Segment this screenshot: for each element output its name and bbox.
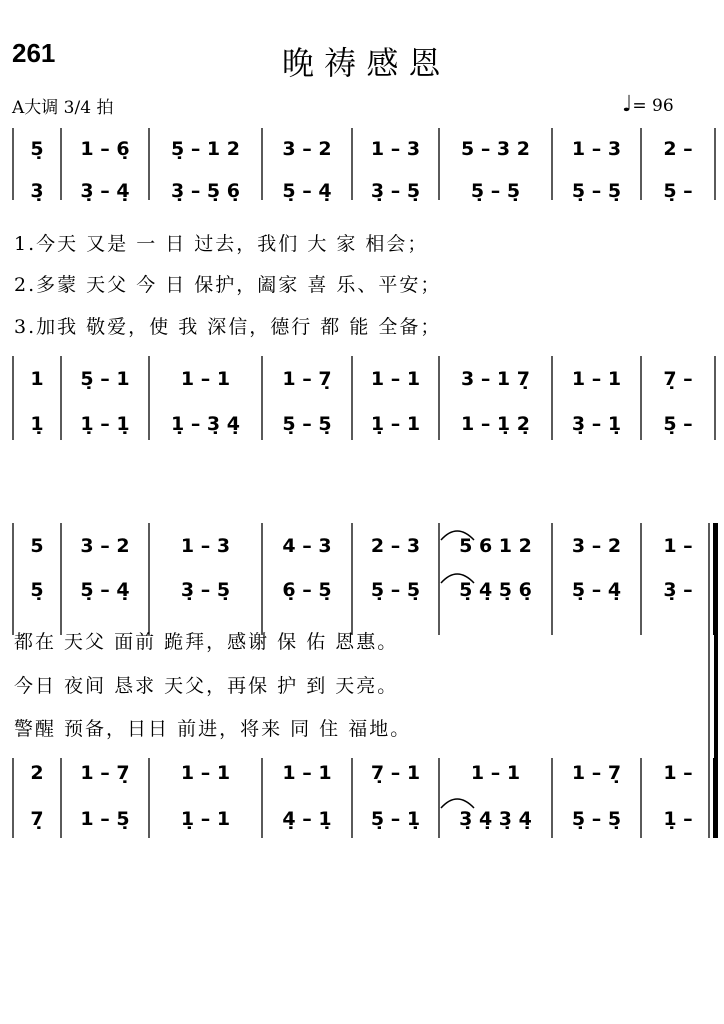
hymn-number: 261 [12, 38, 56, 68]
melody-measure: 5̣ – 4̣ [282, 180, 332, 202]
bass-measure: 1̣ – 1 [180, 808, 231, 830]
bass-measure: 5̣ – [663, 413, 693, 435]
bass-measure: 4̣ – 1̣ [282, 808, 332, 830]
melody-measure: 5̣ [30, 138, 44, 160]
melody-measure: 1 – 3 [180, 535, 231, 557]
melody-measure: 3̣ [30, 180, 44, 202]
tempo-marking: ♩= 96 [622, 92, 674, 117]
melody-measure: 5̣ – 5̣ [470, 180, 521, 202]
bass-measure: 1 – 1 [370, 368, 421, 390]
hymn-title: 晚 祷 感 恩 [282, 44, 441, 82]
bass-measure: 3̣ – 1̣ [571, 413, 622, 435]
bass-measure: 1̣ – 1 [370, 413, 421, 435]
melody-measure: 5̣ 4̣ 5̣ 6̣ [459, 579, 532, 601]
melody-measure: 6̣ – 5̣ [282, 579, 332, 601]
bass-measure: 1 [30, 368, 44, 390]
key-meter-label: A大调 3/4 拍 [12, 98, 114, 118]
melody-measure: 3 – 2 [282, 138, 332, 160]
lyric-line: 2.多蒙 天父 今 日 保护，阖家 喜 乐、平安； [14, 274, 442, 296]
bass-measure: 1 – 7̣ [571, 762, 622, 784]
quarter-note-icon: ♩ [622, 92, 633, 117]
bass-measure: 5̣ – 1̣ [370, 808, 421, 830]
bass-measure: 5̣ – 1 [80, 368, 130, 390]
lyric-line: 3.加我 敬爱，使 我 深信，德行 都 能 全备； [14, 316, 442, 338]
melody-measure: 5̣ – 5̣ [370, 579, 421, 601]
melody-measure: 5̣ – [663, 180, 693, 202]
bass-measure: 1 – 1 [180, 368, 231, 390]
bass-measure: 1 – 7̣ [80, 762, 130, 784]
bass-measure: 1 – 1 [470, 762, 521, 784]
bass-measure: 1 – 1 [180, 762, 231, 784]
melody-measure: 4 – 3 [282, 535, 332, 557]
bass-measure: 1 – 1 [571, 368, 622, 390]
melody-measure: 5̣ [30, 579, 44, 601]
melody-measure: 3 – 2 [80, 535, 130, 557]
melody-measure: 3̣ – 4̣ [80, 180, 130, 202]
melody-measure: 1 – 3 [571, 138, 622, 160]
bass-measure: 7̣ [30, 808, 44, 830]
lyric-line: 警醒 预备，日日 前进，将来 同 住 福地。 [14, 718, 412, 740]
bass-measure: 1 – 1 [282, 762, 332, 784]
melody-measure: 2 – 3 [370, 535, 421, 557]
bass-measure: 1 – 5̣ [80, 808, 130, 830]
melody-measure: 3̣ – 5̣ 6̣ [170, 180, 241, 202]
bass-measure: 1̣ – 1̣ [80, 413, 130, 435]
bass-measure: 1̣ – 3̣ 4̣ [170, 413, 241, 435]
melody-measure: 5 [30, 535, 44, 557]
melody-measure: 5̣ – 1 2 [170, 138, 241, 160]
melody-measure: 5̣ – 5̣ [571, 180, 622, 202]
lyric-line: 今日 夜间 恳求 天父，再保 护 到 天亮。 [14, 675, 399, 697]
bass-measure: 1 – [663, 762, 693, 784]
slur-mark [441, 799, 474, 808]
bass-measure: 3 – 1 7̣ [460, 368, 531, 390]
bass-measure: 1 – 1̣ 2̣ [460, 413, 531, 435]
bass-measure: 7̣ – 1 [370, 762, 421, 784]
melody-measure: 3 – 2 [571, 535, 622, 557]
melody-measure: 5̣ – 4̣ [80, 579, 130, 601]
bass-measure: 1 – 7̣ [282, 368, 332, 390]
melody-measure: 1 – [663, 535, 693, 557]
melody-measure: 2 – [663, 138, 693, 160]
bass-measure: 3̣ 4̣ 3̣ 4̣ [459, 808, 532, 830]
melody-measure: 3̣ – [663, 579, 693, 601]
bass-measure: 5̣ – 5̣ [282, 413, 332, 435]
melody-measure: 1 – 3 [370, 138, 421, 160]
bass-measure: 7̣ – [663, 368, 693, 390]
bass-measure: 2 [30, 762, 44, 784]
lyric-line: 都在 天父 面前 跪拜，感谢 保 佑 恩惠。 [14, 631, 399, 653]
bass-measure: 5̣ – 5̣ [571, 808, 622, 830]
melody-measure: 5̣ – 4̣ [571, 579, 622, 601]
melody-measure: 1 – 6̣ [80, 138, 130, 160]
lyric-line: 1.今天 又是 一 日 过去，我们 大 家 相会； [14, 233, 429, 255]
melody-measure: 5 – 3 2 [460, 138, 531, 160]
melody-measure: 3̣ – 5̣ [180, 579, 231, 601]
bass-measure: 1̣ [30, 413, 44, 435]
melody-measure: 3̣ – 5̣ [370, 180, 421, 202]
melody-measure: 5 6 1 2 [459, 535, 532, 557]
bass-measure: 1̣ – [663, 808, 693, 830]
